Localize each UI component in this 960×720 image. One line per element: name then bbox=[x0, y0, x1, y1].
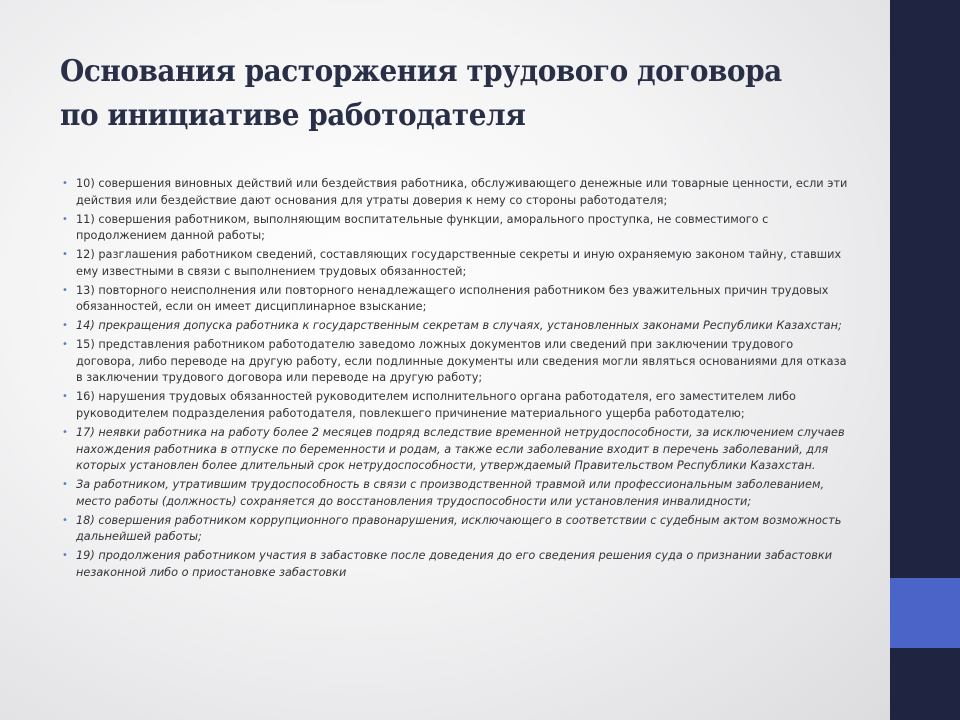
grounds-list bbox=[62, 176, 852, 584]
list-item bbox=[62, 247, 852, 280]
list-item bbox=[62, 389, 852, 422]
list-item-text: 11) совершения работником, выполняющим воспитательные функции, аморального проступка, не совместимого с продолжением данной работы; bbox=[76, 212, 769, 243]
list-item-text: 16) нарушения трудовых обязанностей руководителем исполнительного органа работодателя, его заместителем либо руководителем подразделения работодателя, повлекшего причинение материального ущерба работодателю; bbox=[76, 390, 796, 421]
list-item bbox=[62, 513, 852, 546]
bullet-icon: • bbox=[62, 479, 68, 491]
bullet-icon: • bbox=[62, 178, 68, 189]
bullet-icon: • bbox=[62, 514, 68, 526]
slide-title-line-1: Основания расторжения трудового договора bbox=[60, 54, 782, 89]
bullet-icon: • bbox=[62, 391, 68, 403]
sidebar-accent-block bbox=[890, 578, 960, 648]
list-item bbox=[62, 425, 852, 475]
list-item bbox=[62, 337, 852, 387]
list-item-text: 10) совершения виновных действий или бездействия работника, обслуживающего денежные или товарные ценности, если эти действия или бездействие дают основания для утраты доверия к нему со стороны работодателя; bbox=[76, 177, 848, 207]
list-item bbox=[62, 176, 852, 209]
list-item-text: 17) неявки работника на работу более 2 месяцев подряд вследствие временной нетрудоспособности, за исключением случаев нахождения работника в отпуске по беременности и родам, а также если заболевание входит в перечень заболеваний, для которых установлен более длительный срок нетрудоспособности, утверждаемый Правительством Республики Казахстан. bbox=[76, 426, 845, 473]
list-item bbox=[62, 477, 852, 510]
bullet-icon: • bbox=[62, 284, 68, 296]
list-item-text: 12) разглашения работником сведений, составляющих государственные секреты и иную охраняемую законом тайну, ставших ему известными в связи с выполнением трудовых обязанностей; bbox=[76, 248, 842, 278]
slide-title-line-2: по инициативе работодателя bbox=[60, 98, 526, 133]
list-item-text: 14) прекращения допуска работника к государственным секретам в случаях, установленных законами Республики Казахстан; bbox=[76, 319, 842, 333]
bullet-icon: • bbox=[62, 320, 68, 332]
slide-title bbox=[60, 50, 813, 138]
list-item bbox=[62, 318, 852, 335]
list-item-text: 15) представления работником работодателю заведомо ложных документов или сведений при заключении трудового договора, либо переводе на другую работу, если подлинные документы или сведения могли являться основаниями для отказа в заключении трудового договора или переводе на другую работу; bbox=[76, 338, 847, 385]
list-item-text: 18) совершения работником коррупционного правонарушения, исключающего в соответствии с судебным актом возможность дальнейшей работы; bbox=[76, 513, 842, 544]
bullet-icon: • bbox=[62, 249, 68, 261]
list-item bbox=[62, 283, 852, 316]
list-item-text: 13) повторного неисполнения или повторного ненадлежащего исполнения работником без уважительных причин трудовых обязанностей, если он имеет дисциплинарное взыскание; bbox=[76, 283, 829, 314]
bullet-icon: • bbox=[62, 550, 68, 562]
bullet-icon: • bbox=[62, 213, 68, 225]
bullet-icon: • bbox=[62, 339, 68, 351]
list-item-text: 19) продолжения работником участия в забастовке после доведения до его сведения решения суда о признании забастовки незаконной либо о приостановке забастовки bbox=[76, 549, 833, 579]
bullet-icon: • bbox=[62, 427, 68, 439]
list-item-text: За работником, утратившим трудоспособность в связи с производственной травмой или профессиональным заболеванием, место работы (должность) сохраняется до восстановления трудоспособности или установления инвалидности; bbox=[76, 478, 825, 508]
list-item bbox=[62, 548, 852, 581]
list-item bbox=[62, 212, 852, 245]
